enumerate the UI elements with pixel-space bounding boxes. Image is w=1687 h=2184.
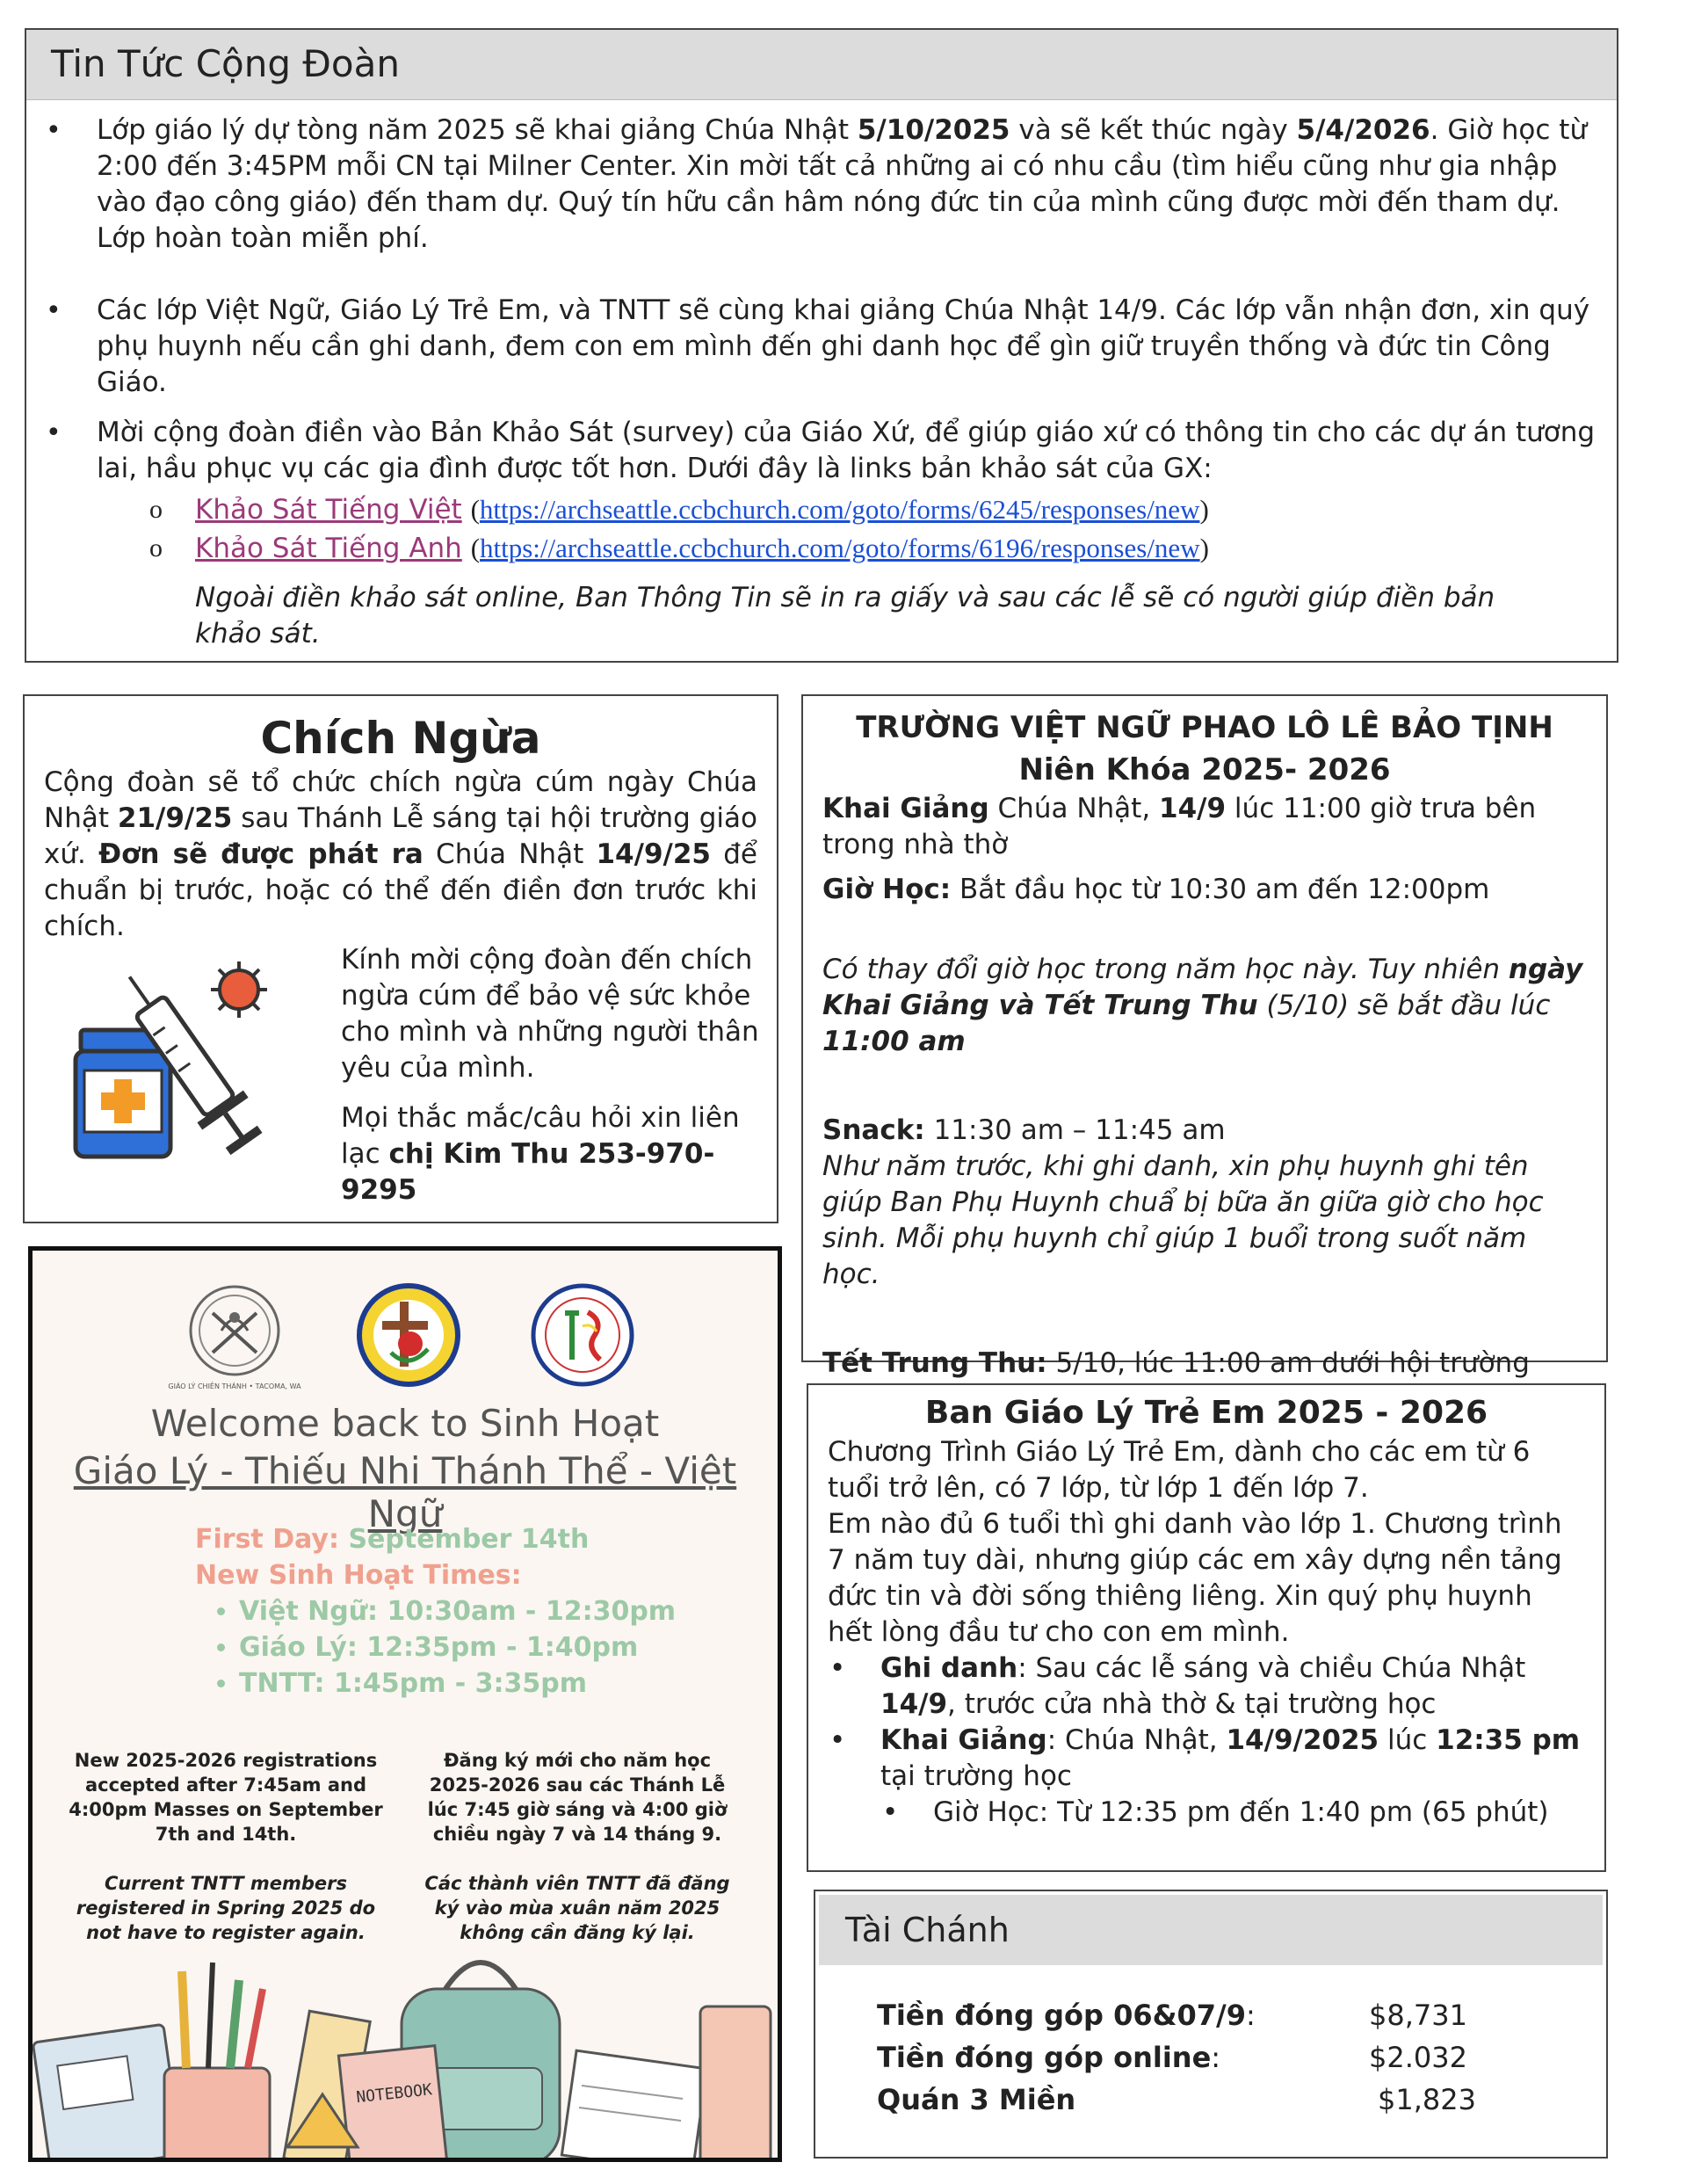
catechism-list bbox=[828, 1651, 1585, 1831]
school-text: Chúa Nhật, bbox=[988, 793, 1160, 824]
opening-label: Khai Giảng bbox=[880, 1724, 1047, 1756]
vn-member-note: Các thành viên TNTT đã đăng ký vào mùa xuân năm 2025 không cần đăng ký lại. bbox=[424, 1873, 730, 1943]
vaccine-syringe-icon bbox=[63, 956, 300, 1167]
school-title: TRƯỜNG VIỆT NGỮ PHAO LÔ LÊ BẢO TỊNH bbox=[856, 710, 1553, 745]
school-opening-label: Khai Giảng bbox=[822, 793, 989, 824]
school-opening bbox=[822, 791, 1587, 863]
news-section bbox=[25, 28, 1618, 663]
flyer-schedule bbox=[195, 1521, 676, 1701]
offering-amount: $8,731 bbox=[1369, 1999, 1467, 2032]
news-item-catechumen bbox=[26, 112, 1599, 257]
school-text: lúc 11:00 giờ trưa bên trong nhà thờ bbox=[822, 793, 1537, 860]
sub-bullet-marker: o bbox=[149, 495, 163, 524]
vaccination-title: Chích Ngừa bbox=[260, 713, 541, 764]
school-special-days: ngày Khai Giảng và Tết Trung Thu bbox=[822, 954, 1583, 1021]
time-giao-ly: • Giáo Lý: 12:35pm - 1:40pm bbox=[239, 1629, 676, 1665]
online-label: Tiền đóng góp online bbox=[877, 2041, 1212, 2074]
vax-form-note: Đơn sẽ được phát ra bbox=[98, 838, 424, 870]
vaccination-contact bbox=[341, 1100, 761, 1208]
offering-colon: : bbox=[1246, 1999, 1256, 2032]
news-item1-text: Lớp giáo lý dự tòng năm 2025 sẽ khai giảng Chúa Nhật bbox=[97, 114, 858, 146]
catechism-logo bbox=[182, 1282, 287, 1397]
opening-date: 14/9/2025 bbox=[1226, 1724, 1379, 1756]
catechism-program: Chương Trình Giáo Lý Trẻ Em, dành cho các em từ 6 tuổi trở lên, có 7 lớp, từ lớp 1 đến lớp 7. bbox=[828, 1436, 1531, 1504]
vaccination-section bbox=[23, 694, 778, 1223]
first-day-row bbox=[195, 1521, 676, 1557]
school-snack-note: Như năm trước, khi ghi danh, xin phụ huynh ghi tên giúp Ban Phụ Huynh chuẩ bị bữa ăn giữa giờ cho học sinh. Mỗi phụ huynh chỉ giúp 1 buổi trong suốt năm học. bbox=[822, 1150, 1544, 1290]
vaccination-invite: Kính mời cộng đoàn đến chích ngừa cúm để bảo vệ sức khỏe cho mình và những người thân yêu của mình. bbox=[341, 944, 759, 1084]
survey-vn-row: o Khảo Sát Tiếng Việt (https://archseattle.ccbchurch.com/goto/forms/6245/responses/new) bbox=[26, 490, 1617, 529]
school-change-note bbox=[822, 952, 1587, 1060]
welcome-back-flyer bbox=[28, 1246, 782, 2162]
flyer-programs: Giáo Lý - Thiếu Nhi Thánh Thể - Việt Ngữ bbox=[73, 1449, 737, 1535]
online-amount: $2.032 bbox=[1369, 2041, 1467, 2074]
news-item1-text-mid: và sẽ kết thúc ngày bbox=[1010, 114, 1297, 146]
finance-row-online bbox=[877, 2041, 1220, 2074]
school-text: Có thay đổi giờ học trong năm học này. Tuy nhiên bbox=[822, 954, 1509, 985]
school-special-time: 11:00 am bbox=[822, 1026, 966, 1057]
english-registration-col bbox=[68, 1748, 384, 1945]
vax-contact-text: Mọi thắc mắc/câu hỏi xin liên lạc bbox=[341, 1102, 740, 1170]
tntt-logo bbox=[356, 1282, 461, 1388]
gl-text: : Sau các lễ sáng và chiều Chúa Nhật bbox=[1017, 1652, 1526, 1684]
catechism-registration bbox=[828, 1651, 1585, 1723]
finance-title: Tài Chánh bbox=[819, 1895, 1603, 1965]
news-title: Tin Tức Cộng Đoàn bbox=[26, 30, 1617, 100]
gl-text: tại trường học bbox=[880, 1760, 1072, 1792]
flyer-welcome: Welcome back to Sinh Hoạt bbox=[150, 1402, 660, 1445]
registration-date: 14/9 bbox=[880, 1688, 948, 1720]
survey-vn-link[interactable]: Khảo Sát Tiếng Việt bbox=[195, 494, 462, 526]
school-snack bbox=[822, 1113, 1587, 1149]
vax-contact-name: chị Kim Thu 253-970-9295 bbox=[341, 1138, 715, 1206]
vax-text: Cộng đoàn sẽ tổ chức chích ngừa cúm ngày Chúa Nhật bbox=[44, 766, 757, 834]
school-hours-text: Bắt đầu học từ 10:30 am đến 12:00pm bbox=[951, 874, 1490, 905]
vaccination-intro bbox=[25, 765, 777, 945]
mid-autumn-text: 5/10, lúc 11:00 am dưới hội trường bbox=[1055, 1347, 1530, 1379]
finance-row-offering bbox=[877, 1999, 1256, 2032]
vax-text: sau Thánh Lễ sáng tại hội trường giáo xứ. bbox=[44, 802, 757, 870]
survey-note: Ngoài điền khảo sát online, Ban Thông Tin sẽ in ra giấy và sau các lễ sẽ có người giúp điền bản khảo sát. bbox=[195, 582, 1495, 649]
gl-text: lúc bbox=[1379, 1724, 1437, 1756]
news-item3-text: Mời cộng đoàn điền vào Bản Khảo Sát (survey) của Giáo Xứ, để giúp giáo xứ có thông tin cho các dự án tương lai, hầu phục vụ các gia đình được tốt hơn. Dưới đây là links bản khảo sát của GX: bbox=[97, 417, 1596, 484]
vietnamese-school-section bbox=[801, 694, 1608, 1379]
survey-vn-url[interactable]: https://archseattle.ccbchurch.com/goto/forms/6245/responses/new bbox=[479, 494, 1200, 525]
gl-text: : Chúa Nhật, bbox=[1046, 1724, 1227, 1756]
catechism-opening bbox=[828, 1723, 1585, 1795]
children-catechism-section bbox=[807, 1383, 1606, 1872]
snack-time: 11:30 am – 11:45 am bbox=[924, 1114, 1226, 1146]
en-member-note: Current TNTT members registered in Spring 2025 do not have to register again. bbox=[76, 1873, 376, 1943]
news-item1-end-date: 5/4/2026 bbox=[1296, 114, 1430, 146]
notebook-label: NOTEBOOK bbox=[355, 2080, 433, 2108]
opening-time: 12:35 pm bbox=[1436, 1724, 1581, 1756]
sub-bullet-marker: o bbox=[149, 533, 163, 562]
school-hours-label: Giờ Học: bbox=[822, 874, 952, 905]
survey-en-link[interactable]: Khảo Sát Tiếng Anh bbox=[195, 533, 462, 564]
finance-row-quan bbox=[877, 2083, 1075, 2116]
online-colon: : bbox=[1211, 2041, 1221, 2074]
vax-form-date: 14/9/25 bbox=[596, 838, 711, 870]
vn-registration: Đăng ký mới cho năm học 2025-2026 sau các Thánh Lễ lúc 7:45 giờ sáng và 4:00 giờ chiều ngày 7 và 14 tháng 9. bbox=[427, 1750, 728, 1845]
vax-date: 21/9/25 bbox=[117, 802, 233, 834]
finance-section bbox=[814, 1890, 1608, 2159]
first-day-label: First Day: bbox=[195, 1524, 339, 1555]
survey-en-row: o Khảo Sát Tiếng Anh (https://archseattle.ccbchurch.com/goto/forms/6196/responses/new) bbox=[26, 529, 1617, 568]
new-times-label: New Sinh Hoạt Times: bbox=[195, 1560, 522, 1591]
survey-en-url[interactable]: https://archseattle.ccbchurch.com/goto/forms/6196/responses/new bbox=[480, 533, 1200, 563]
first-day-value: September 14th bbox=[339, 1524, 590, 1555]
vietnamese-registration-col bbox=[419, 1748, 735, 1945]
school-text: (5/10) sẽ bắt đầu lúc bbox=[1257, 990, 1551, 1021]
time-tntt: • TNTT: 1:45pm - 3:35pm bbox=[239, 1665, 676, 1701]
vietnamese-school-logo bbox=[530, 1282, 635, 1388]
offering-label: Tiền đóng góp 06&07/9 bbox=[877, 1999, 1246, 2032]
vax-text: Chúa Nhật bbox=[423, 838, 597, 870]
vax-text: để chuẩn bị trước, hoặc có thể đến điền đơn trước khi chích. bbox=[44, 838, 757, 942]
time-viet-ngu: • Việt Ngữ: 10:30am - 12:30pm bbox=[239, 1593, 676, 1629]
flyer-logos bbox=[33, 1282, 778, 1397]
school-hours bbox=[822, 872, 1587, 908]
school-year: Niên Khóa 2025- 2026 bbox=[1018, 752, 1391, 787]
quan-label: Quán 3 Miền bbox=[877, 2083, 1076, 2116]
news-item1-start-date: 5/10/2025 bbox=[857, 114, 1010, 146]
mid-autumn-label: Tết Trung Thu: bbox=[822, 1347, 1047, 1379]
news-item1-text-post: . Giờ học từ 2:00 đến 3:45PM mỗi CN tại Milner Center. Xin mời tất cả những ai có nhu cầu (tìm hiểu cũng như gia nhập vào đạo công giáo) đến tham dự. Quý tín hữu cần hâm nóng đức tin của mình cũng được mời đến tham dự. Lớp hoàn toàn miễn phí. bbox=[97, 114, 1588, 254]
news-item2-text: Các lớp Việt Ngữ, Giáo Lý Trẻ Em, và TNTT sẽ cùng khai giảng Chúa Nhật 14/9. Các lớp vẫn nhận đơn, xin quý phụ huynh nếu cần ghi danh, đem con em mình đến ghi danh học để gìn giữ truyền thống và đức tin Công Giáo. bbox=[97, 294, 1590, 398]
catechism-title: Ban Giáo Lý Trẻ Em 2025 - 2026 bbox=[924, 1395, 1488, 1431]
news-item-survey bbox=[26, 415, 1599, 487]
registration-label: Ghi danh bbox=[880, 1652, 1018, 1684]
catechism-hours: • Giờ Học: Từ 12:35 pm đến 1:40 pm (65 phút) bbox=[828, 1795, 1585, 1831]
en-registration: New 2025-2026 registrations accepted after 7:45am and 4:00pm Masses on September 7th and 14th. bbox=[69, 1750, 383, 1845]
vaccination-right-text bbox=[341, 942, 761, 1208]
catechism-logo-text: GIÁO LÝ CHIÊN THÁNH • TACOMA, WA bbox=[168, 1382, 301, 1390]
school-supplies-illustration bbox=[33, 1936, 778, 2162]
gl-text: , trước cửa nhà thờ & tại trường học bbox=[947, 1688, 1437, 1720]
quan-amount: $1,823 bbox=[1378, 2083, 1476, 2116]
times-list bbox=[195, 1593, 676, 1701]
news-list bbox=[26, 112, 1617, 487]
school-opening-date: 14/9 bbox=[1159, 793, 1227, 824]
catechism-enroll-info: Em nào đủ 6 tuổi thì ghi danh vào lớp 1. Chương trình 7 năm tuy dài, nhưng giúp các em xây dựng nền tảng đức tin và đời sống thiêng liêng. Xin quý phụ huynh hết lòng đầu tư cho con em mình. bbox=[828, 1508, 1562, 1648]
news-item-classes bbox=[26, 293, 1599, 401]
snack-label: Snack: bbox=[822, 1114, 925, 1146]
